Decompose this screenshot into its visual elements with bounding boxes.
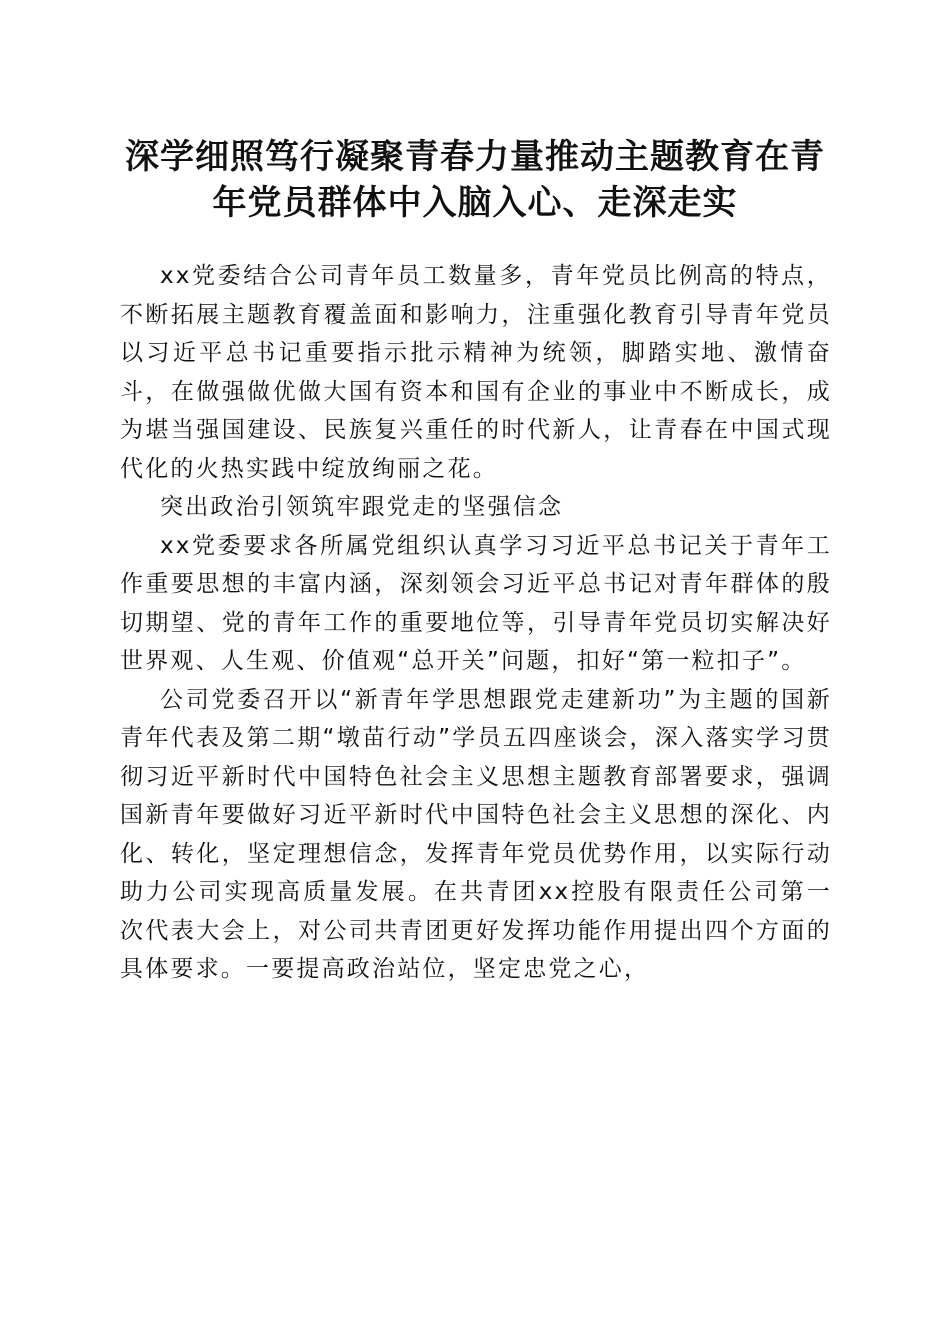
paragraph-intro: xx党委结合公司青年员工数量多，青年党员比例高的特点，不断拓展主题教育覆盖面和影响力，注重强化教育引导青年党员以习近平总书记重要指示批示精神为统领，脚踏实地、激情奋斗，在做强做优做大国有资本和国有企业的事业中不断成长，成为堪当强国建设、民族复兴重任的时代新人，让青春在中国式现代化的火热实践中绽放绚丽之花。	[120, 263, 832, 482]
paragraph-study-requirements: xx党委要求各所属党组织认真学习习近平总书记关于青年工作重要思想的丰富内涵，深刻领会习近平总书记对青年群体的殷切期望、党的青年工作的重要地位等，引导青年党员切实解决好世界观、人生观、价值观“总开关”问题，扣好“第一粒扣子”。	[120, 532, 832, 674]
title-line-2: 年党员群体中入脑入心、走深走实	[212, 183, 738, 223]
document-body	[120, 257, 832, 989]
document-title	[110, 134, 840, 226]
title-line-1: 深学细照笃行凝聚青春力量推动主题教育在青	[125, 137, 825, 177]
section-heading: 突出政治引领筑牢跟党走的坚强信念	[160, 494, 564, 520]
paragraph-symposium: 公司党委召开以“新青年学思想跟党走建新功”为主题的国新青年代表及第二期“墩苗行动”学员五四座谈会，深入落实学习贯彻习近平新时代中国特色社会主义思想主题教育部署要求，强调国新青年要做好习近平新时代中国特色社会主义思想的深化、内化、转化，坚定理想信念，发挥青年党员优势作用，以实际行动助力公司实现高质量发展。在共青团xx控股有限责任公司第一次代表大会上，对公司共青团更好发挥功能作用提出四个方面的具体要求。一要提高政治站位，坚定忠党之心，	[120, 686, 832, 982]
